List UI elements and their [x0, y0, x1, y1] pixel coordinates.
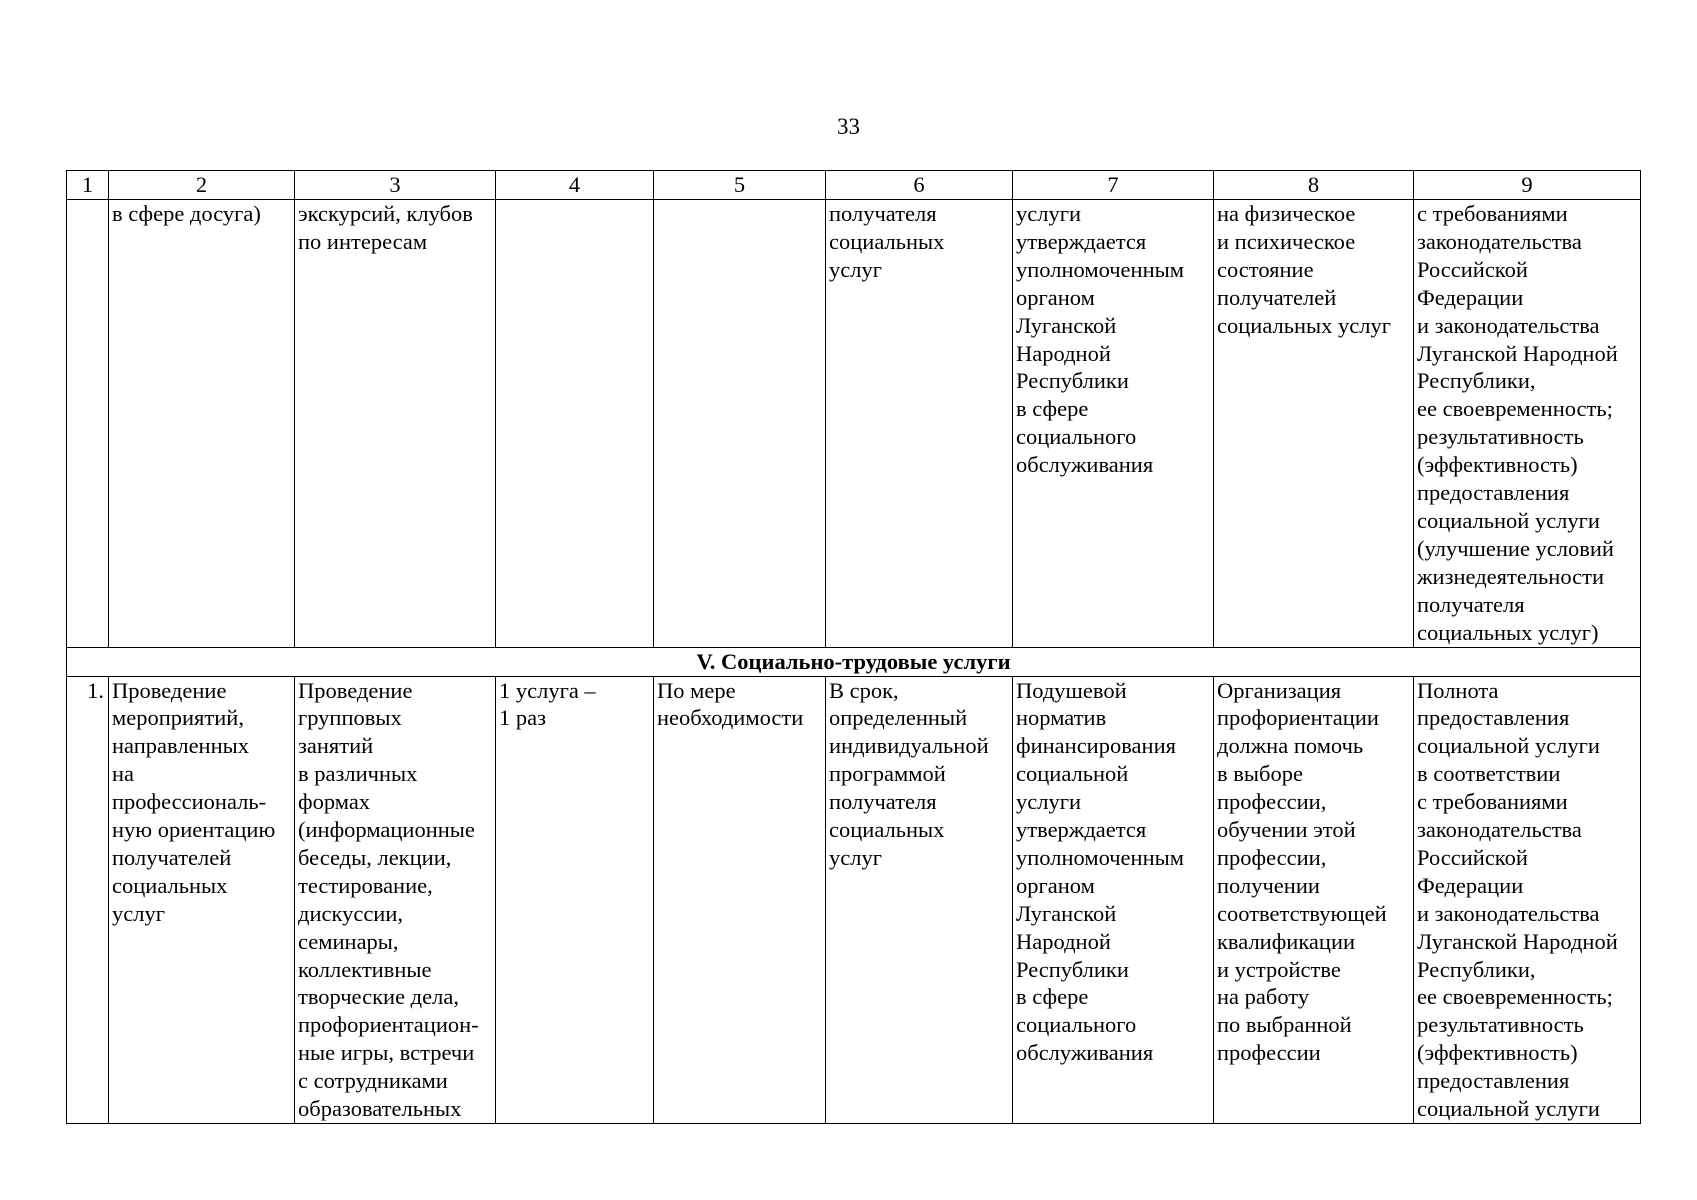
table-row — [67, 676, 1641, 1124]
section-heading-row — [67, 647, 1641, 676]
table-cell: Организация профориентации должна помочь в выборе профессии, обучении этой профессии, получении соответствующей квалификации и устройстве на работу по выбранной профессии — [1214, 676, 1414, 1124]
column-number: 8 — [1214, 171, 1414, 200]
table-cell: По мере необходимости — [654, 676, 826, 1124]
table-cell: Полнота предоставления социальной услуги в соответствии с требованиями законодательства Российской Федерации и законодательства Луганской Народной Республики, ее своевременность; результативность (эффективность) предоставления социальной услуги — [1414, 676, 1641, 1124]
column-number: 6 — [826, 171, 1013, 200]
table-cell — [67, 200, 109, 648]
table-cell: Проведение мероприятий, направленных на профессиональ- ную ориентацию получателей социальных услуг — [109, 676, 295, 1124]
section-title: V. Социально-трудовые услуги — [67, 647, 1641, 676]
column-number: 2 — [109, 171, 295, 200]
row-number: 1. — [67, 676, 109, 1124]
column-number: 1 — [67, 171, 109, 200]
table-cell: В срок, определенный индивидуальной программой получателя социальных услуг — [826, 676, 1013, 1124]
page-number: 33 — [837, 114, 860, 139]
table-cell: Подушевой норматив финансирования социальной услуги утверждается уполномоченным органом Луганской Народной Республики в сфере социального обслуживания — [1013, 676, 1214, 1124]
table-cell: экскурсий, клубов по интересам — [295, 200, 496, 648]
column-number: 4 — [496, 171, 654, 200]
column-number: 5 — [654, 171, 826, 200]
services-table — [66, 170, 1641, 1124]
table-cell — [654, 200, 826, 648]
table-cell: с требованиями законодательства Российской Федерации и законодательства Луганской Народной Республики, ее своевременность; результативность (эффективность) предоставления социальной услуги (улучшение условий жизнедеятельности получателя социальных услуг) — [1414, 200, 1641, 648]
column-number-row — [67, 171, 1641, 200]
table-cell — [496, 200, 654, 648]
table-cell: в сфере досуга) — [109, 200, 295, 648]
column-number: 3 — [295, 171, 496, 200]
column-number: 9 — [1414, 171, 1641, 200]
table-cell: получателя социальных услуг — [826, 200, 1013, 648]
table-cell: на физическое и психическое состояние получателей социальных услуг — [1214, 200, 1414, 648]
table-cell: Проведение групповых занятий в различных формах (информационные беседы, лекции, тестирование, дискуссии, семинары, коллективные творческие дела, профориентацион- ные игры, встречи с сотрудниками образовательных — [295, 676, 496, 1124]
table-cell: услуги утверждается уполномоченным органом Луганской Народной Республики в сфере социального обслуживания — [1013, 200, 1214, 648]
table-row-continued — [67, 200, 1641, 648]
column-number: 7 — [1013, 171, 1214, 200]
table-cell: 1 услуга – 1 раз — [496, 676, 654, 1124]
